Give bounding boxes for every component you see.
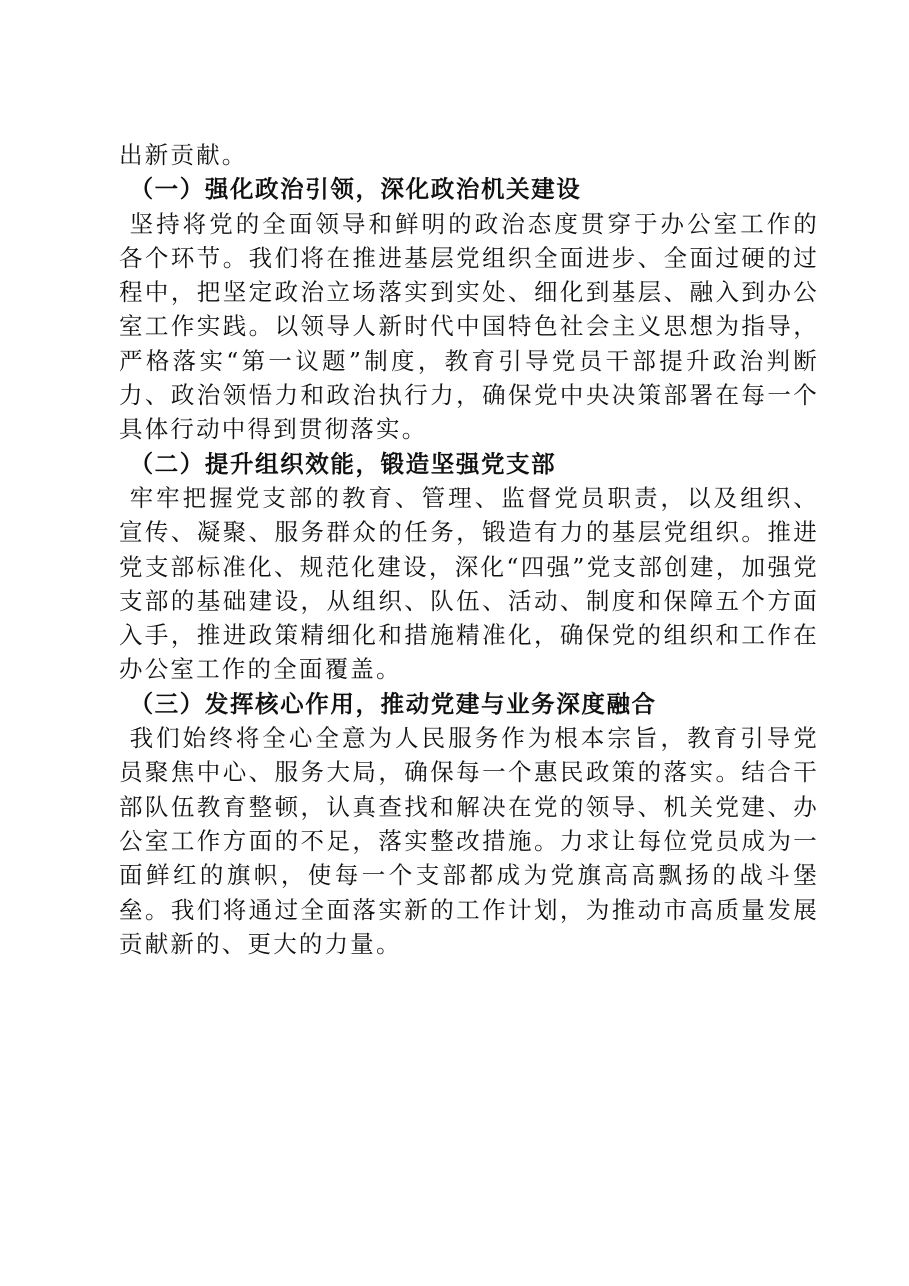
document-body <box>119 138 819 961</box>
section-paragraph-1: 坚持将党的全面领导和鲜明的政治态度贯穿于办公室工作的各个环节。我们将在推进基层党组织全面进步、全面过硬的过程中，把坚定政治立场落实到实处、细化到基层、融入到办公室工作实践。以领导人新时代中国特色社会主义思想为指导，严格落实“第一议题”制度，教育引导党员干部提升政治判断力、政治领悟力和政治执行力，确保党中央决策部署在每一个具体行动中得到贯彻落实。 <box>119 209 819 444</box>
section-heading-1: （一）强化政治引领，深化政治机关建设 <box>129 175 582 204</box>
section-heading-3: （三）发挥核心作用，推动党建与业务深度融合 <box>129 689 657 718</box>
section-paragraph-3: 我们始终将全心全意为人民服务作为根本宗旨，教育引导党员聚焦中心、服务大局，确保每一个惠民政策的落实。结合干部队伍教育整顿，认真查找和解决在党的领导、机关党建、办公室工作方面的不足，落实整改措施。力求让每位党员成为一面鲜红的旗帜，使每一个支部都成为党旗高高飘扬的战斗堡垒。我们将通过全面落实新的工作计划，为推动市高质量发展贡献新的、更大的力量。 <box>119 724 819 958</box>
continuation-text: 出新贡献。 <box>119 141 248 169</box>
section-heading-2: （二）提升组织效能，锻造坚强党支部 <box>129 449 557 478</box>
section-paragraph-2: 牢牢把握党支部的教育、管理、监督党员职责，以及组织、宣传、凝聚、服务群众的任务，锻造有力的基层党组织。推进党支部标准化、规范化建设，深化“四强”党支部创建，加强党支部的基础建设，从组织、队伍、活动、制度和保障五个方面入手，推进政策精细化和措施精准化，确保党的组织和工作在办公室工作的全面覆盖。 <box>119 483 819 684</box>
